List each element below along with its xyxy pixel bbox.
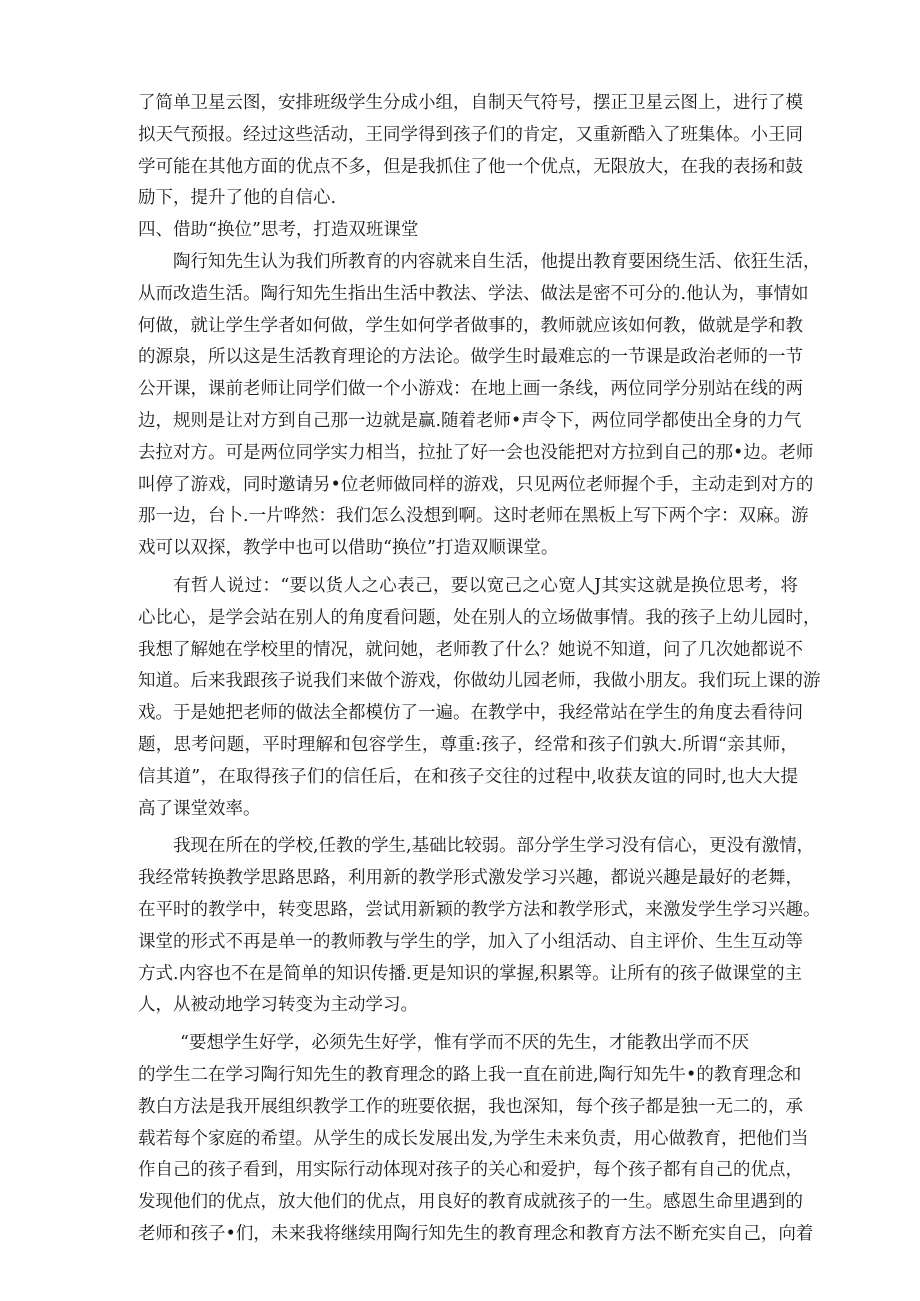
text-line: 的学生二在学习陶行知先生的教育理念的路上我一直在前进,陶行知先牛•的教育理念和 bbox=[138, 1064, 802, 1085]
text-line: 教白方法是我开展组织教学工作的班要依据，我也深知，每个孩子都是独一无二的，承 bbox=[138, 1096, 803, 1117]
text-line: 作自己的孩子看到，用实际行动体现对孩子的关心和爱护，每个孩子都有自己的优点， bbox=[138, 1160, 803, 1181]
text-line: 陶行知先生认为我们所教育的内容就来自生活，他提出教育要困绕生活、依狂生活， bbox=[173, 251, 821, 272]
text-line: 叫停了游戏，同时邀请另•位老师做同样的游戏，只见两位老师握个手，主动走到对方的 bbox=[138, 474, 814, 495]
text-line: 我现在所在的学校,任教的学生,基础比较弱。部分学生学习没有信心，更没有激情， bbox=[173, 836, 815, 857]
text-line: 的源泉，所以这是生活教育理论的方法论。做学生时最难忘的一节课是政治老师的一节 bbox=[138, 347, 803, 368]
text-line: 戏可以双探，教学中也可以借助“换位”打造双顺课堂。 bbox=[138, 538, 559, 559]
text-line: 人，从被动地学习转变为主动学习。 bbox=[138, 995, 418, 1016]
text-line: 题，思考问题，平时理解和包容学生，尊重:孩子，经常和孩子们孰大.所谓“亲其师， bbox=[138, 734, 798, 755]
text-line: 有哲人说过：“要以货人之心表己，要以宽己之心宽人J其实这就是换位思考，将 bbox=[173, 575, 798, 596]
text-line: 发现他们的优点，放大他们的优点，用良好的教育成就孩子的一生。感恩生命里遇到的 bbox=[138, 1192, 803, 1213]
text-line: 知道。后来我跟孩子说我们来做个游戏，你做幼儿园老师，我做小朋友。我们玩上课的游 bbox=[138, 671, 821, 692]
text-line: 信其道”，在取得孩子们的信任后，在和孩子交往的过程中,收获友谊的同时,也大大提 bbox=[138, 766, 798, 787]
section-heading: 四、借助“换位”思考，打造双班课堂 bbox=[138, 220, 419, 241]
text-line: 何做，就让学生学者如何做，学生如何学者做事的，教师就应该如何教，做就是学和教 bbox=[138, 315, 803, 336]
text-line: 那一边，台卜.一片哗然：我们怎么没想到啊。这时老师在黑板上写下两个字：双麻。游 bbox=[138, 506, 809, 527]
document-body bbox=[138, 88, 821, 1251]
text-line: 戏。于是她把老师的做法全都模仿了一遍。在教学中，我经常站在学生的角度去看待问 bbox=[138, 703, 803, 724]
text-line: 从而改造生活。陶行知先生指出生活中教法、学法、做法是密不可分的.他认为，事情如 bbox=[138, 283, 809, 304]
text-line: 学可能在其他方面的优点不多，但是我抓住了他一个优点，无限放大，在我的表扬和鼓 bbox=[138, 156, 803, 177]
text-line: 心比心，是学会站在别人的角度看问题，处在别人的立场做事情。我的孩子上幼儿园时， bbox=[138, 607, 821, 628]
text-line: 方式.内容也不在是简单的知识传播.更是知识的掌握,积累等。让所有的孩子做课堂的主 bbox=[138, 963, 803, 984]
text-line: 公开课，课前老师让同学们做一个小游戏：在地上画一条线，两位同学分别站在线的两 bbox=[138, 379, 803, 400]
text-line: 边，规则是让对方到自己那一边就是赢.随着老师•声令下，两位同学都使出全身的力气 bbox=[138, 410, 802, 431]
text-line: 课堂的形式不再是单一的教师教与学生的学，加入了小组活动、自主评价、生生互动等 bbox=[138, 931, 803, 952]
text-line: 载若每个家庭的希望。从学生的成长发展出发,为学生未来负责，用心做教育，把他们当 bbox=[138, 1128, 809, 1149]
text-line: 在平时的教学中，转变思路，尝试用新颖的教学方法和教学形式，来激发学生学习兴趣。 bbox=[138, 899, 821, 920]
text-line: 老师和孩子•们，未来我将继续用陶行知先生的教育理念和教育方法不断充实自己，向着 bbox=[138, 1223, 814, 1244]
text-line: “要想学生好学，必须先生好学，惟有学而不厌的先生，才能教出学而不厌 bbox=[180, 1033, 749, 1054]
text-line: 励下，提升了他的自信心. bbox=[138, 188, 337, 209]
text-line: 我想了解她在学校里的情况，就问她，老师教了什么？她说不知道，问了几次她都说不 bbox=[138, 639, 803, 660]
text-line: 我经常转换教学思路思路，利用新的教学形式激发学习兴趣，都说兴趣是最好的老舞， bbox=[138, 868, 803, 889]
text-line: 了简单卫星云图，安排班级学生分成小组，自制天气符号，摆正卫星云图上，进行了模 bbox=[138, 93, 803, 113]
text-line: 去拉对方。可是两位同学实力相当，拉扯了好一会也没能把对方拉到自己的那•边。老师 bbox=[138, 442, 814, 463]
text-line: 高了课堂效率。 bbox=[138, 798, 261, 819]
text-line: 拟天气预报。经过这些活动，王同学得到孩子们的肯定，又重新酷入了班集体。小王同 bbox=[138, 124, 803, 145]
